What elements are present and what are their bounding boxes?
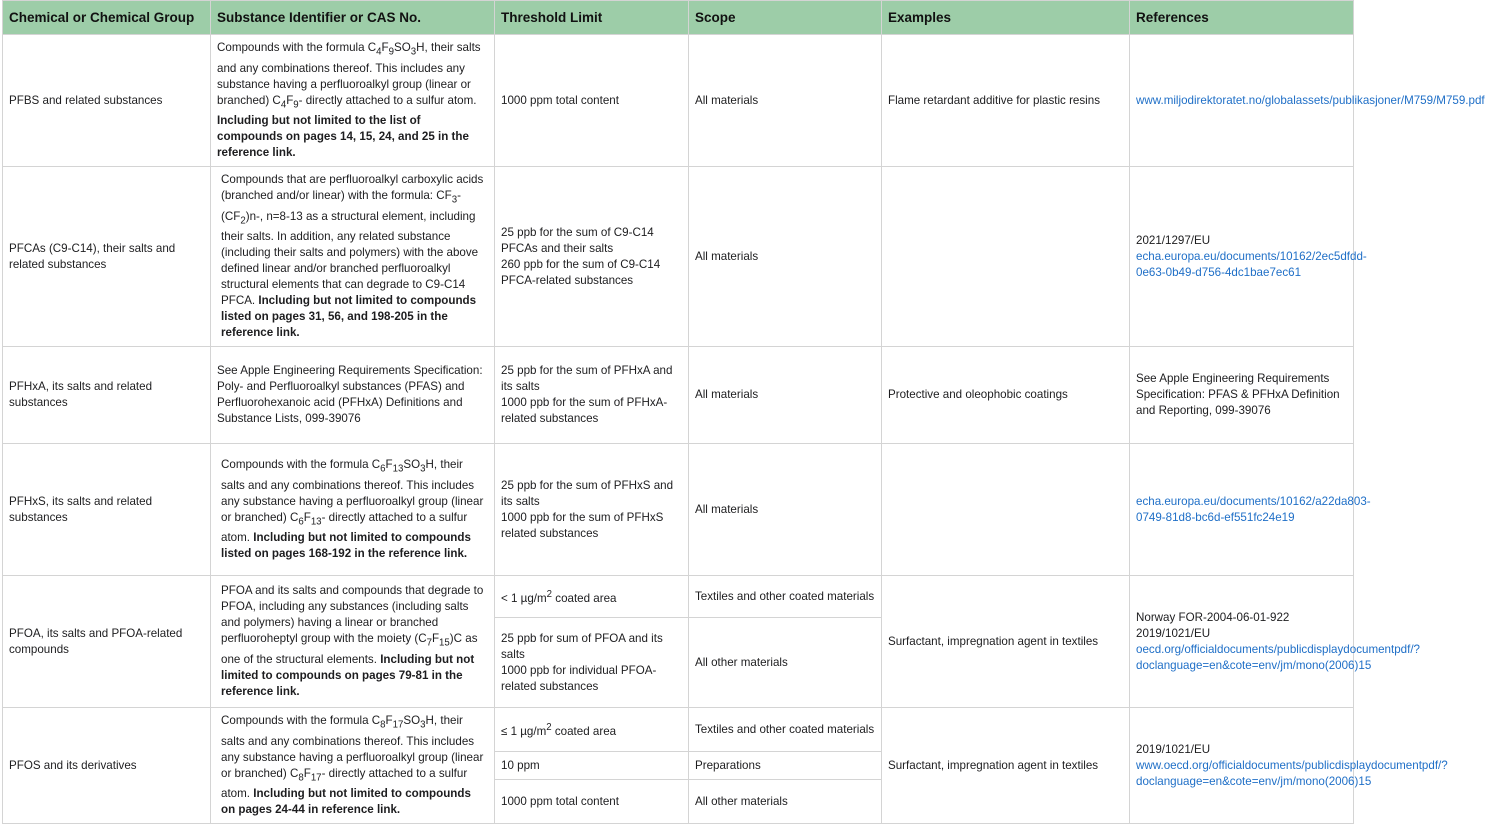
threshold-line: 25 ppb for the sum of PFHxS and its salts [501, 478, 674, 508]
threshold-line: 1000 ppb for the sum of PFHxA-related substances [501, 396, 668, 425]
table-row [3, 167, 1354, 347]
header-scope: Scope [689, 1, 882, 35]
table-row [3, 347, 1354, 444]
identifier-cell [211, 444, 495, 576]
chemical-cell: PFBS and related substances [3, 35, 211, 167]
subscript: 3 [420, 463, 426, 475]
reference-text: 2019/1021/EU [1136, 742, 1211, 756]
threshold-line: 260 ppb for the sum of C9-C14 PFCA-related substances [501, 257, 661, 287]
identifier-text: H, their salts and any combinations thereof. This includes any substance having a perfluoroalkyl group (linear or branched) C [221, 714, 484, 780]
subscript: 8 [298, 771, 304, 783]
identifier-text: F [303, 766, 311, 780]
references-cell: See Apple Engineering Requirements Specification: PFAS & PFHxA Definition and Reporting, 099-39076 [1130, 347, 1354, 444]
threshold-text: coated area [551, 724, 617, 738]
reference-link[interactable]: www.oecd.org/officialdocuments/publicdisplaydocumentpdf/?doclanguage=en&cote=env/jm/mono(2006)15 [1136, 758, 1448, 788]
identifier-bold-note: Including but not limited to compounds listed on pages 168-192 in the reference link. [221, 530, 471, 560]
identifier-cell [211, 35, 495, 167]
threshold-line: 25 ppb for sum of PFOA and its salts [501, 631, 663, 661]
examples-cell: Surfactant, impregnation agent in textiles [882, 708, 1130, 824]
references-cell [1130, 576, 1421, 708]
threshold-text: ≤ 1 µg/m [501, 724, 547, 738]
threshold-line: 25 ppb for the sum of PFHxA and its salts [501, 364, 673, 393]
identifier-cell [211, 576, 495, 708]
identifier-text: - directly attached to a sulfur atom. [221, 510, 468, 544]
threshold-cell: 1000 ppm total content [495, 35, 689, 167]
scope-cell: All materials [689, 444, 882, 576]
subscript: 17 [392, 719, 404, 731]
threshold-text: coated area [552, 591, 617, 605]
subscript: 3 [451, 194, 458, 206]
identifier-cell: See Apple Engineering Requirements Specification: Poly- and Perfluoroalkyl substances (PFAS) and Perfluorohexanoic acid (PFHxA) Definitions and Substance Lists, 099-39076 [211, 347, 495, 444]
table-row [3, 444, 1354, 576]
subscript: 4 [376, 46, 382, 58]
identifier-cell [211, 708, 495, 824]
scope-cell: All materials [689, 167, 882, 347]
reference-text: Norway FOR-2004-06-01-922 [1136, 610, 1290, 624]
subscript: 3 [420, 719, 426, 731]
identifier-cell [211, 167, 495, 347]
threshold-cell [495, 444, 689, 576]
threshold-cell [495, 167, 689, 347]
identifier-bold-note: Including but not limited to compounds on pages 79-81 in the reference link. [221, 652, 475, 698]
identifier-text: Compounds with the formula C [221, 714, 381, 728]
table-row [3, 708, 1354, 752]
examples-cell: Flame retardant additive for plastic resins [882, 35, 1130, 167]
identifier-text: F [431, 632, 440, 646]
identifier-text: )n-, n=8-13 as a structural element, including their salts. In addition, any related substance (including their salts and polymers) with the above defined linear and/or branched perfluoroalkyl structural elements that can degrade to C9-C14 PFCA. [221, 209, 479, 307]
superscript: 2 [546, 588, 553, 600]
subscript: 4 [280, 98, 287, 110]
header-threshold-limit: Threshold Limit [495, 1, 689, 35]
threshold-cell [495, 347, 689, 444]
threshold-line: 1000 ppb for the sum of PFHxS related substances [501, 510, 664, 540]
examples-cell: Surfactant, impregnation agent in textiles [882, 576, 1130, 708]
identifier-text: H, their salts and any combinations thereof. This includes any substance having a perfluoroalkyl group (linear or branched) C [221, 458, 484, 524]
chemical-cell: PFCAs (C9-C14), their salts and related substances [3, 167, 211, 347]
identifier-text: SO [403, 714, 421, 728]
examples-cell [882, 167, 1130, 347]
threshold-line: 25 ppb for the sum of C9-C14 PFCAs and their salts [501, 225, 654, 255]
reference-link[interactable]: echa.europa.eu/documents/10162/2ec5dfdd-0e63-0b49-d756-4dc1bae7ec61 [1136, 249, 1367, 279]
subscript: 8 [380, 719, 386, 731]
reference-link[interactable]: echa.europa.eu/documents/10162/a22da803-0749-81d8-bc6d-ef551fc24e19 [1136, 494, 1371, 524]
identifier-bold-note: Including but not limited to compounds listed on pages 31, 56, and 198-205 in the reference link. [221, 293, 477, 339]
references-cell [1130, 708, 1448, 824]
subscript: 9 [293, 98, 299, 110]
identifier-text: Compounds that are perfluoroalkyl carboxylic acids (branched and/or linear) with the formula: CF [221, 173, 484, 203]
examples-cell [882, 444, 1130, 576]
chemical-cell: PFOA, its salts and PFOA-related compounds [3, 576, 211, 708]
identifier-text: F [385, 714, 393, 728]
threshold-line: 1000 ppb for individual PFOA-related substances [501, 663, 657, 693]
references-cell [1130, 167, 1367, 347]
subscript: 3 [410, 46, 417, 58]
identifier-text: F [381, 41, 389, 55]
threshold-cell [495, 576, 689, 618]
identifier-text: )C as one of the structural elements. [221, 632, 478, 666]
identifier-text: H, their salts and any combinations thereof. This includes any substance having a perfluoroalkyl group (linear or branched) C [217, 41, 481, 107]
identifier-text: Compounds with the formula C [221, 458, 381, 472]
references-cell [1130, 35, 1485, 167]
table-row [3, 576, 1354, 618]
subscript: 13 [392, 463, 404, 475]
identifier-text: F [303, 510, 311, 524]
header-row [3, 1, 1354, 35]
scope-cell: Textiles and other coated materials [689, 576, 882, 618]
identifier-text: -(CF [221, 189, 461, 223]
subscript: 17 [310, 771, 322, 783]
threshold-text: < 1 µg/m [501, 591, 547, 605]
threshold-cell: 10 ppm [495, 752, 689, 780]
scope-cell: All materials [689, 35, 882, 167]
examples-cell: Protective and oleophobic coatings [882, 347, 1130, 444]
identifier-bold-note: Including but not limited to compounds on pages 24-44 in reference link. [221, 786, 471, 816]
identifier-text: PFOA and its salts and compounds that degrade to PFOA, including any substances (including salts and polymers) having a linear or branched perfluoroheptyl group with the moiety (C [221, 584, 484, 646]
subscript: 15 [439, 637, 450, 649]
scope-cell: All other materials [689, 618, 882, 708]
scope-cell: All other materials [689, 780, 882, 824]
chemical-cell: PFOS and its derivatives [3, 708, 211, 824]
subscript: 13 [310, 515, 322, 527]
subscript: 6 [298, 515, 304, 527]
subscript: 9 [388, 46, 395, 58]
identifier-text: SO [403, 458, 421, 472]
reference-link[interactable]: www.miljodirektoratet.no/globalassets/publikasjoner/M759/M759.pdf [1136, 93, 1485, 107]
superscript: 2 [546, 721, 552, 733]
chemical-cell: PFHxA, its salts and related substances [3, 347, 211, 444]
table-row [3, 35, 1354, 167]
header-chemical: Chemical or Chemical Group [3, 1, 211, 35]
identifier-text: - directly attached to a sulfur atom. [221, 766, 468, 800]
scope-cell: All materials [689, 347, 882, 444]
header-references: References [1130, 1, 1354, 35]
subscript: 2 [240, 214, 246, 226]
identifier-text: - directly attached to a sulfur atom. [298, 93, 477, 107]
identifier-bold-note: Including but not limited to the list of compounds on pages 14, 15, 24, and 25 in the reference link. [217, 113, 469, 159]
identifier-text: SO [394, 41, 411, 55]
threshold-cell [495, 708, 689, 752]
reference-text: 2021/1297/EU [1136, 233, 1211, 247]
identifier-text: Compounds with the formula C [217, 41, 377, 55]
identifier-text: F [385, 458, 393, 472]
references-cell [1130, 444, 1371, 576]
scope-cell: Preparations [689, 752, 882, 780]
reference-text: 2019/1021/EU [1136, 626, 1211, 640]
identifier-text: F [286, 93, 294, 107]
header-substance-identifier: Substance Identifier or CAS No. [211, 1, 495, 35]
scope-cell: Textiles and other coated materials [689, 708, 882, 752]
subscript: 6 [380, 463, 386, 475]
substance-table [2, 0, 1485, 824]
reference-link[interactable]: oecd.org/officialdocuments/publicdisplaydocumentpdf/?doclanguage=en&cote=env/jm/mono(2006)15 [1136, 642, 1421, 672]
chemical-cell: PFHxS, its salts and related substances [3, 444, 211, 576]
subscript: 7 [426, 637, 432, 649]
header-examples: Examples [882, 1, 1130, 35]
threshold-cell: 1000 ppm total content [495, 780, 689, 824]
threshold-cell [495, 618, 689, 708]
